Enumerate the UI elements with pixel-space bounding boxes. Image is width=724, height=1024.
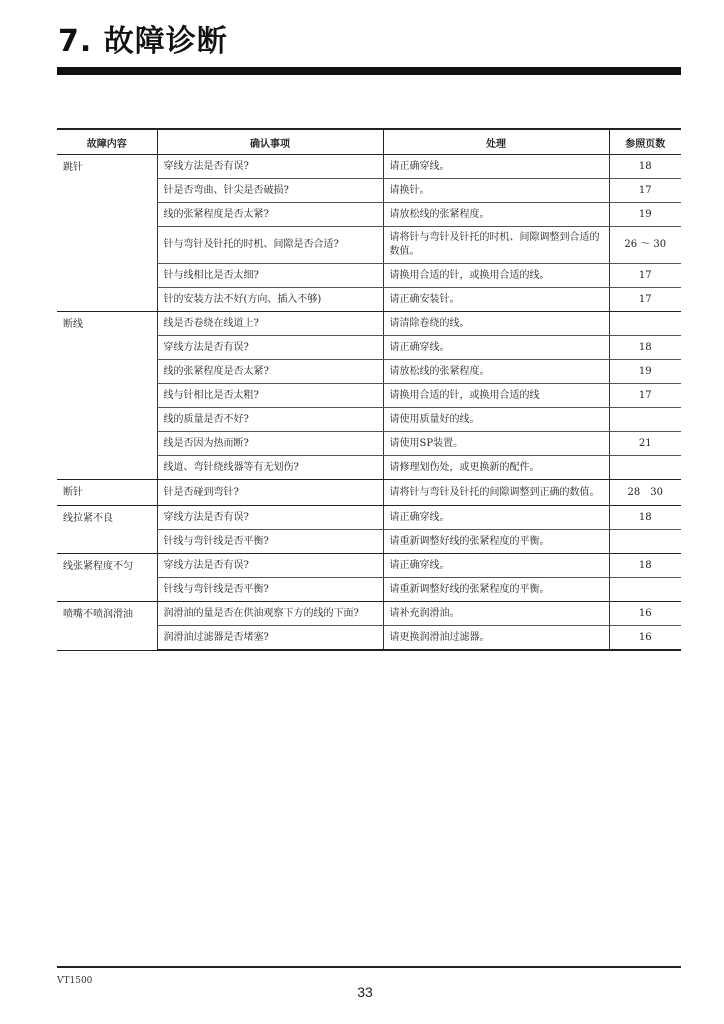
- symptom-cell: 线拉紧不良: [57, 506, 157, 554]
- check-cell: 针是否碰到弯针?: [157, 480, 383, 506]
- table-row: [57, 312, 681, 336]
- symptom-cell: 线张紧程度不匀: [57, 554, 157, 602]
- check-cell: 穿线方法是否有误?: [157, 155, 383, 179]
- action-cell: 请放松线的张紧程度。: [383, 203, 609, 227]
- page-cell: 26 ～ 30: [609, 227, 681, 264]
- action-cell: 请将针与弯针及针托的间隙调整到正确的数值。: [383, 480, 609, 506]
- title-rule: [57, 67, 681, 75]
- action-cell: 请重新调整好线的张紧程度的平衡。: [383, 530, 609, 554]
- footer-rule: [57, 966, 681, 968]
- page-cell: [609, 530, 681, 554]
- header-page: 参照页数: [609, 129, 681, 155]
- page-cell: 18: [609, 506, 681, 530]
- check-cell: 针线与弯针线是否平衡?: [157, 578, 383, 602]
- action-cell: 请重新调整好线的张紧程度的平衡。: [383, 578, 609, 602]
- action-cell: 请将针与弯针及针托的时机、间隙调整到合适的数值。: [383, 227, 609, 264]
- action-cell: 请补充润滑油。: [383, 602, 609, 626]
- page-cell: 16: [609, 602, 681, 626]
- action-cell: 请正确安装针。: [383, 288, 609, 312]
- check-cell: 穿线方法是否有误?: [157, 554, 383, 578]
- check-cell: 线是否卷绕在线道上?: [157, 312, 383, 336]
- check-cell: 针线与弯针线是否平衡?: [157, 530, 383, 554]
- page-cell: [609, 312, 681, 336]
- check-cell: 针与线相比是否太细?: [157, 264, 383, 288]
- page-cell: 18: [609, 336, 681, 360]
- symptom-cell: 喷嘴不喷润滑油: [57, 602, 157, 651]
- header-symptom: 故障内容: [57, 129, 157, 155]
- action-cell: 请使用质量好的线。: [383, 408, 609, 432]
- check-cell: 润滑油过滤器是否堵塞?: [157, 626, 383, 651]
- page-cell: [609, 408, 681, 432]
- page-cell: 18: [609, 155, 681, 179]
- action-cell: 请更换润滑油过滤器。: [383, 626, 609, 651]
- page-cell: [609, 456, 681, 480]
- action-cell: 请放松线的张紧程度。: [383, 360, 609, 384]
- action-cell: 请正确穿线。: [383, 506, 609, 530]
- action-cell: 请换用合适的针，或换用合适的线: [383, 384, 609, 408]
- header-action: 处理: [383, 129, 609, 155]
- check-cell: 线的质量是否不好?: [157, 408, 383, 432]
- check-cell: 线是否因为热而断?: [157, 432, 383, 456]
- check-cell: 线的张紧程度是否太紧?: [157, 203, 383, 227]
- action-cell: 请使用SP装置。: [383, 432, 609, 456]
- table-body: [57, 155, 681, 651]
- table-row: [57, 155, 681, 179]
- page-number: 33: [357, 984, 373, 1000]
- action-cell: 请换用合适的针，或换用合适的线。: [383, 264, 609, 288]
- table-row: [57, 480, 681, 506]
- check-cell: 线道、弯针绕线器等有无划伤?: [157, 456, 383, 480]
- check-cell: 线的张紧程度是否太紧?: [157, 360, 383, 384]
- symptom-cell: 断线: [57, 312, 157, 480]
- symptom-cell: 跳针: [57, 155, 157, 312]
- action-cell: 请修理划伤处，或更换新的配件。: [383, 456, 609, 480]
- action-cell: 请正确穿线。: [383, 554, 609, 578]
- check-cell: 线与针相比是否太粗?: [157, 384, 383, 408]
- page-title: 7. 故障诊断: [58, 24, 228, 59]
- table-header-row: [57, 129, 681, 155]
- table-row: [57, 554, 681, 578]
- troubleshooting-table-container: [57, 128, 681, 651]
- page-cell: 17: [609, 179, 681, 203]
- check-cell: 穿线方法是否有误?: [157, 506, 383, 530]
- page-cell: 19: [609, 203, 681, 227]
- troubleshooting-table: [57, 128, 681, 651]
- table-row: [57, 602, 681, 626]
- table-row: [57, 506, 681, 530]
- page-cell: 17: [609, 384, 681, 408]
- page-cell: 28 30: [609, 480, 681, 506]
- action-cell: 请正确穿线。: [383, 155, 609, 179]
- action-cell: 请正确穿线。: [383, 336, 609, 360]
- page-cell: 21: [609, 432, 681, 456]
- action-cell: 请换针。: [383, 179, 609, 203]
- model-code: VT1500: [57, 976, 93, 986]
- check-cell: 穿线方法是否有误?: [157, 336, 383, 360]
- page-cell: 17: [609, 288, 681, 312]
- page-cell: 19: [609, 360, 681, 384]
- action-cell: 请清除卷绕的线。: [383, 312, 609, 336]
- symptom-cell: 断针: [57, 480, 157, 506]
- check-cell: 针的安装方法不好(方向、插入不够): [157, 288, 383, 312]
- page-cell: 16: [609, 626, 681, 651]
- page-cell: 18: [609, 554, 681, 578]
- page-cell: [609, 578, 681, 602]
- header-check: 确认事项: [157, 129, 383, 155]
- check-cell: 针是否弯曲、针尖是否破损?: [157, 179, 383, 203]
- check-cell: 针与弯针及针托的时机、间隙是否合适?: [157, 227, 383, 264]
- check-cell: 润滑油的量是否在供油观察下方的线的下面?: [157, 602, 383, 626]
- page-cell: 17: [609, 264, 681, 288]
